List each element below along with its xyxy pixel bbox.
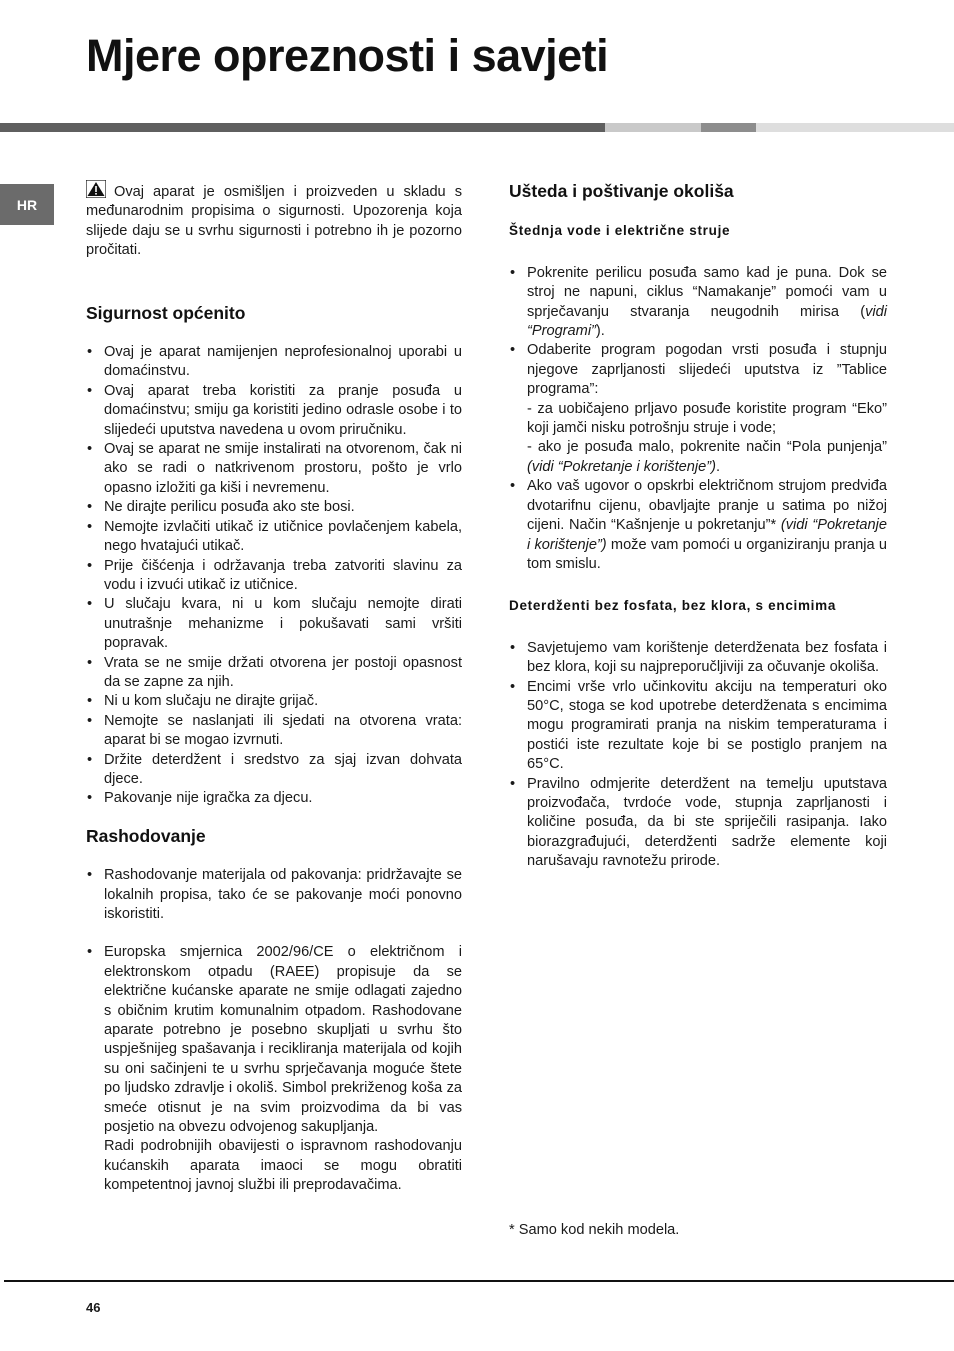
footnote: * Samo kod nekih modela. xyxy=(509,1222,680,1238)
warning-icon xyxy=(86,180,106,198)
intro-paragraph xyxy=(86,180,462,261)
list-item: • Savjetujemo vam korištenje deterdženata bez fosfata i bez klora, koji su najpreporučljiviji za očuvanje okoliša. xyxy=(509,639,887,678)
list-item: • Vrata se ne smije držati otvorena jer postoji opasnost da se zapne za njih. xyxy=(86,654,462,693)
list-item: • Ovaj aparat treba koristiti za pranje posuđa u domaćinstvu; smiju ga koristiti jedino odrasle osobe i to slijedeći uputstva navedena u ovom priručniku. xyxy=(86,382,462,440)
weee-text: Europska smjernica 2002/96/CE o električnom i elektronskom otpadu (RAEE) propisuje da se električne kućanske aparate ne smije odlagati zajedno s običnim krutim komunalnim otpadom. Rashodovane aparate potrebno je posebno skupljati u svrhu što uspješnijeg spašavanja i recikliranja materijala od kojih su oni sačinjeni te u svrhu sprječavanja moguće štete po ljudsko zdravlje i okoliš. Simbol prekriženog koša za smeće otisnut je na svim proizvodima da bi vas posjetio na obvezu odvojenog sakupljanja. xyxy=(104,944,462,1136)
list-item: • Ni u kom slučaju ne dirajte grijač. xyxy=(86,692,462,711)
item-text: Pokrenite perilicu posuđa samo kad je puna. Dok se stroj ne napuni, ciklus “Namakanje” pomoći vam u sprječavanju stvaranja neugodnih mirisa ( xyxy=(527,264,887,320)
list-item: • Držite deterdžent i sredstvo za sjaj izvan dohvata djece. xyxy=(86,751,462,790)
language-tab: HR xyxy=(0,184,54,225)
right-column xyxy=(509,180,887,872)
disposal-list xyxy=(86,866,462,1196)
list-item: • Pravilno odmjerite deterdžent na temelju uputstava proizvođača, tvrdoće vode, stupnja zaprljanosti i količine posuđa, da bi ste spriječili rasipanja. Iako biorazgrađujući, deterdženti sadrže elemente koji narušavaju ravnotežu prirode. xyxy=(509,775,887,872)
safety-list xyxy=(86,343,462,809)
header-bar-dark xyxy=(0,123,605,132)
list-item xyxy=(86,943,462,1195)
list-item: • Prije čišćenja i održavanja treba zatvoriti slavinu za vodu i izvući utikač iz utičnice. xyxy=(86,557,462,596)
page-title: Mjere opreznosti i savjeti xyxy=(86,30,609,81)
list-item xyxy=(509,264,887,342)
page-number: 46 xyxy=(86,1300,101,1315)
footer-divider xyxy=(4,1280,954,1282)
list-item: • U slučaju kvara, ni u kom slučaju nemojte dirati unutrašnje mehanizme i pokušavati sami vršiti popravak. xyxy=(86,595,462,653)
disposal-heading: Rashodovanje xyxy=(86,825,206,846)
item-text-end: . xyxy=(715,458,721,475)
list-item xyxy=(509,341,887,477)
item-text: Ako vaš ugovor o opskrbi električnom strujom predviđa dvotarifnu cijenu, obavljajte pranje u satima po nižoj cijeni. Način “Kašnjenje u pokretanju”* xyxy=(527,478,887,534)
item-text-end: ). xyxy=(595,323,605,340)
list-item: • Nemojte se naslanjati ili sjedati na otvorena vrata: aparat bi se mogao izvrnuti. xyxy=(86,712,462,751)
list-item: • Rashodovanje materijala od pakovanja: pridržavajte se lokalnih propisa, tako će se pakovanje moći ponovno iskoristiti. xyxy=(86,866,462,924)
list-item: • Pakovanje nije igračka za djecu. xyxy=(86,789,462,808)
detergent-list xyxy=(509,639,887,872)
weee-contact-text: Radi podrobnijih obavijesti o ispravnom rashodovanju kućanskih aparata imaoci se mogu obratiti kompetentnoj javnoj službi ili preprodavačima. xyxy=(104,1138,462,1194)
header-bar-mid xyxy=(701,123,756,132)
detergent-subheading: Deterdženti bez fosfata, bez klora, s encimima xyxy=(509,598,837,614)
list-item: • Ovaj se aparat ne smije instalirati na otvorenom, čak ni ako se radi o natkrivenom prostoru, pošto je vrlo opasno izložiti ga kiši i nevremenu. xyxy=(86,440,462,498)
water-subheading: Štednja vode i električne struje xyxy=(509,223,731,239)
item-text-end: može vam pomoći u organiziranju pranja u tom smislu. xyxy=(527,536,887,572)
list-item: • Ovaj je aparat namijenjen neprofesionalnoj uporabi u domaćinstvu. xyxy=(86,343,462,382)
item-text: Odaberite program pogodan vrsti posuđa i stupnju njegove zaprljanosti slijedeći uputstva iz ”Tablice programa”: xyxy=(527,342,887,398)
item-sub-b: - ako je posuđa malo, pokrenite način “Pola punjenja” xyxy=(527,439,887,456)
header-bar-light xyxy=(605,123,701,132)
left-column xyxy=(86,180,462,1196)
list-item: • Nemojte izvlačiti utikač iz utičnice povlačenjem kabela, nego hvatajući utikač. xyxy=(86,518,462,557)
list-item: • Encimi vrše vrlo učinkovitu akciju na temperaturi oko 50°C, stoga se kod upotrebe deterdženata s encimima mogu programirati pranja na niskim temperaturama i postići iste rezultate koje bi se postiglo pranjem na 65°C. xyxy=(509,678,887,775)
item-ref: (vidi “Pokretanje i korištenje”) xyxy=(527,517,887,553)
eco-heading: Ušteda i poštivanje okoliša xyxy=(509,181,734,201)
list-item: • Ne dirajte perilicu posuđa ako ste bosi. xyxy=(86,498,462,517)
water-list xyxy=(509,264,887,575)
item-ref: (vidi “Pokretanje i korištenje”) xyxy=(527,458,716,475)
intro-text: Ovaj aparat je osmišljen i proizveden u skladu s međunarodnim propisima o sigurnosti. Upozorenja koja slijede daju se u svrhu sigurnosti i potrebno ih je pozorno pročitati. xyxy=(86,184,462,259)
list-item xyxy=(509,477,887,574)
item-ref: vidi “Programi” xyxy=(527,303,887,340)
item-sub-a: - za uobičajeno prljavo posuđe koristite program “Eko” koji jamči nisku potrošnju struje i vode; xyxy=(527,400,887,437)
safety-heading: Sigurnost općenito xyxy=(86,302,246,323)
header-bar-lighter xyxy=(756,123,954,132)
